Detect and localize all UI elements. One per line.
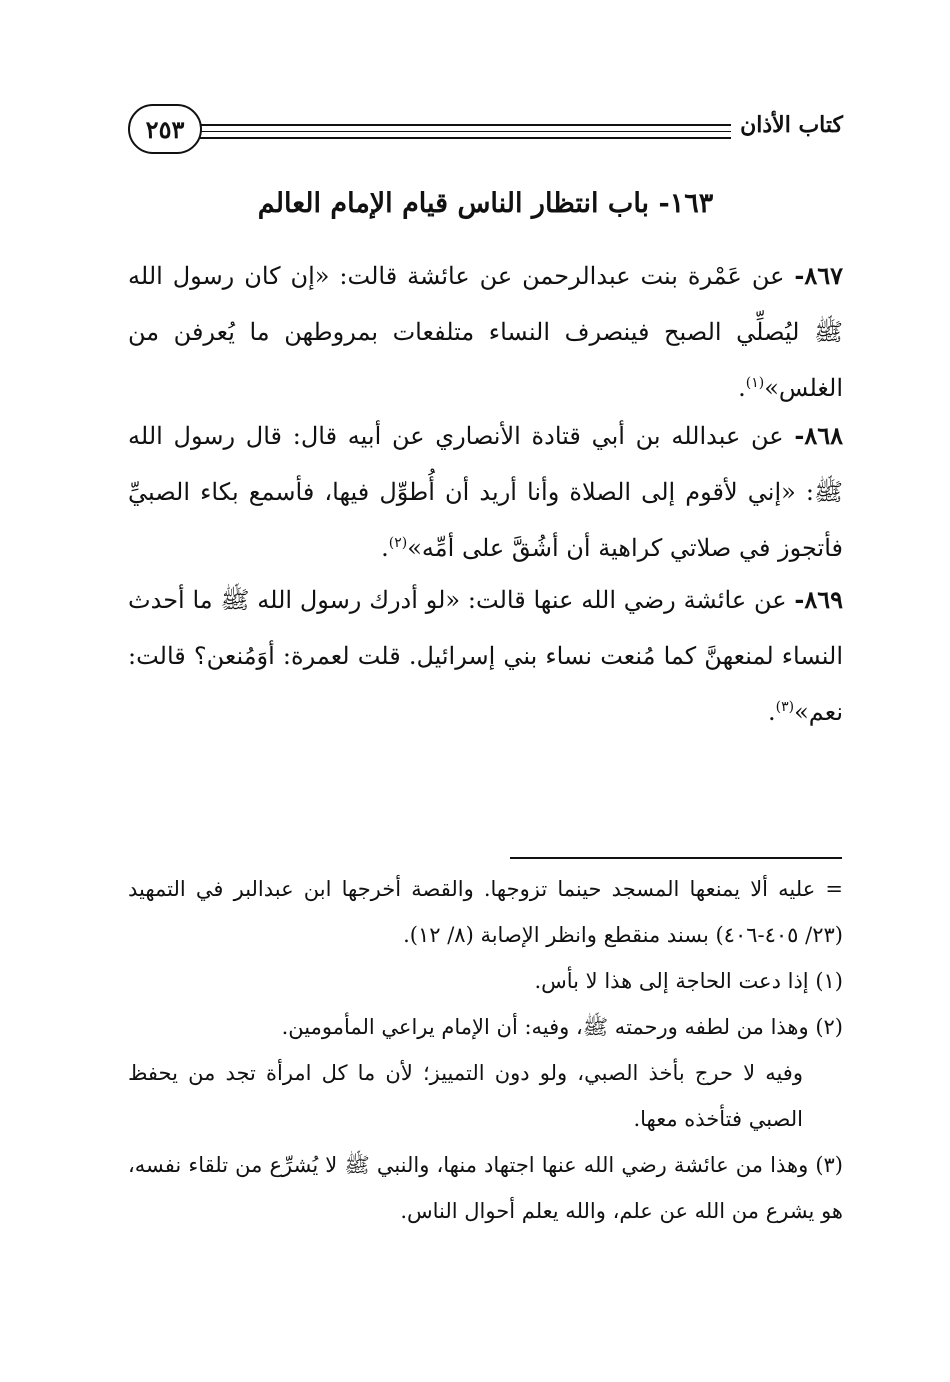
page-header: [128, 104, 843, 160]
hadith-number: ٨٦٩-: [794, 585, 843, 614]
footnote-item: = عليه ألا يمنعها المسجد حينما تزوجها. والقصة أخرجها ابن عبدالبر في التمهيد (٢٣/ ٤٠٥-٤٠٦) بسند منقطع وانظر الإصابة (٨/ ١٢).: [128, 877, 843, 947]
footnotes-section: [128, 866, 843, 1234]
hadith-paragraph: [128, 408, 843, 576]
footnote-item: (٢) وهذا من لطفه ورحمته ﷺ، وفيه: أن الإمام يراعي المأمومين.: [281, 1015, 843, 1039]
hadith-text: عن عائشة رضي الله عنها قالت: «لو أدرك رسول الله ﷺ ما أحدث النساء لمنعهنَّ كما مُنعت نساء بني إسرائيل. قلت لعمرة: أوَمُنعن؟ قالت: نعم»: [128, 586, 843, 726]
header-rule: [200, 131, 731, 132]
hadith-text: عن عبدالله بن أبي قتادة الأنصاري عن أبيه قال: قال رسول الله ﷺ: «إني لأقوم إلى الصلاة وأنا أريد أن أُطوِّل فيها، فأسمع بكاء الصبيِّ فأتجوز في صلاتي كراهية أن أشُقَّ على أمِّه»: [128, 422, 843, 562]
chapter-heading: ١٦٣- باب انتظار الناس قيام الإمام العالم: [257, 188, 714, 219]
footnote-ref[interactable]: (٢): [388, 535, 408, 551]
hadith-text: عن عَمْرة بنت عبدالرحمن عن عائشة قالت: «إن كان رسول الله ﷺ ليُصلِّي الصبح فينصرف النساء متلفعات بمروطهن ما يُعرفن من الغلس»: [128, 262, 844, 402]
footnote-item: وفيه لا حرج بأخذ الصبي، ولو دون التمييز؛ لأن ما كل امرأة تجد من يحفظ الصبي فتأخذه معها.: [128, 1061, 803, 1131]
hadith-number: ٨٦٨-: [794, 421, 843, 450]
header-rule: [200, 124, 731, 126]
hadith-paragraph: [128, 248, 843, 416]
sentence-end: .: [767, 698, 776, 726]
footnote-ref[interactable]: (٣): [775, 699, 795, 715]
sentence-end: .: [381, 534, 389, 562]
page-number: ٢٥٣: [128, 104, 202, 154]
footnote-item: (٣) وهذا من عائشة رضي الله عنها اجتهاد منها، والنبي ﷺ لا يُشرِّع من تلقاء نفسه، هو يشرع من الله عن علم، والله يعلم أحوال الناس.: [128, 1153, 843, 1223]
footnote-separator: [510, 857, 842, 859]
footnote-item: (١) إذا دعت الحاجة إلى هذا لا بأس.: [534, 969, 843, 993]
hadith-number: ٨٦٧-: [794, 261, 843, 290]
header-rule: [200, 137, 731, 139]
footnote-ref[interactable]: (١): [745, 375, 765, 391]
book-title: كتاب الأذان: [740, 112, 843, 138]
hadith-paragraph: [128, 572, 843, 740]
sentence-end: .: [738, 374, 746, 402]
